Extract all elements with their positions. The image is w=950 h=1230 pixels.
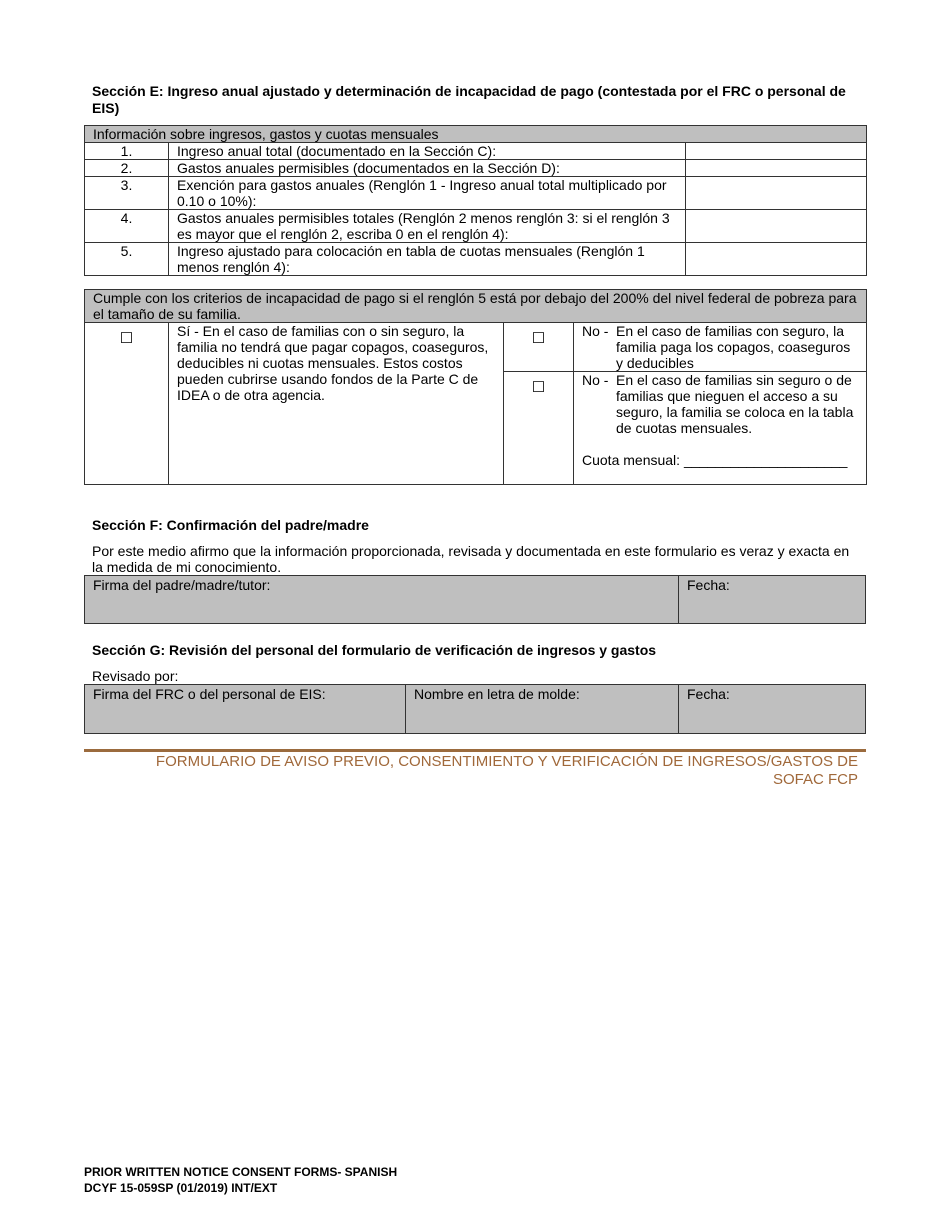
no-label: No - [582, 323, 609, 339]
print-name-label: Nombre en letra de molde: [414, 686, 580, 702]
no-label: No - [582, 372, 609, 388]
no-insured-checkbox[interactable]: ☐ [504, 323, 574, 372]
option-no-insured [574, 323, 867, 372]
section-g-heading: Sección G: Revisión del personal del formulario de verificación de ingresos y gastos [92, 642, 657, 658]
income-table [84, 125, 867, 276]
row-number: 2. [85, 160, 169, 177]
staff-signature-field[interactable] [84, 684, 406, 734]
table-row [85, 177, 867, 210]
parent-signature-label: Firma del padre/madre/tutor: [93, 577, 271, 593]
row-label: Ingreso ajustado para colocación en tabla de cuotas mensuales (Renglón 1 menos renglón 4): [169, 243, 686, 276]
row-value-field[interactable] [686, 210, 867, 243]
row-label: Ingreso anual total (documentado en la Sección C): [169, 143, 686, 160]
row-number: 4. [85, 210, 169, 243]
option-no-uninsured-text: En el caso de familias sin seguro o de familias que nieguen el acceso a su seguro, la familia se coloca en la tabla de cuotas mensuales. [616, 372, 854, 436]
footer-form-name: PRIOR WRITTEN NOTICE CONSENT FORMS- SPANISH [84, 1165, 398, 1179]
row-label: Exención para gastos anuales (Renglón 1 - Ingreso anual total multiplicado por 0.10 o 10%): [169, 177, 686, 210]
option-yes-text: Sí - En el caso de familias con o sin seguro, la familia no tendrá que pagar copagos, coaseguros, deducibles ni cuotas mensuales. Estos costos pueden cubrirse usando fondos de la Parte C de IDEA o de otra agencia. [169, 323, 504, 485]
row-value-field[interactable] [686, 177, 867, 210]
option-no-uninsured [574, 372, 867, 485]
row-number: 1. [85, 143, 169, 160]
staff-date-field[interactable] [678, 684, 866, 734]
monthly-fee-field[interactable]: Cuota mensual: _____________________ [582, 452, 848, 468]
row-number: 3. [85, 177, 169, 210]
income-table-header: Información sobre ingresos, gastos y cuotas mensuales [85, 126, 867, 143]
title-divider [84, 749, 866, 752]
print-name-field[interactable] [405, 684, 679, 734]
parent-statement: Por este medio afirmo que la información proporcionada, revisada y documentada en este formulario es veraz y exacta en la medida de mi conocimiento. [92, 543, 850, 575]
table-row [85, 143, 867, 160]
section-e-heading: Sección E: Ingreso anual ajustado y determinación de incapacidad de pago (contestada por el FRC o personal de EIS) [92, 83, 846, 116]
row-label: Gastos anuales permisibles (documentados en la Sección D): [169, 160, 686, 177]
row-value-field[interactable] [686, 143, 867, 160]
staff-signature-label: Firma del FRC o del personal de EIS: [93, 686, 326, 702]
row-number: 5. [85, 243, 169, 276]
yes-checkbox[interactable]: ☐ [85, 323, 169, 485]
form-title: FORMULARIO DE AVISO PREVIO, CONSENTIMIENTO Y VERIFICACIÓN DE INGRESOS/GASTOS DE SOFAC FCP [155, 753, 858, 788]
parent-date-label: Fecha: [687, 577, 730, 593]
footer-form-number: DCYF 15-059SP (01/2019) INT/EXT [84, 1181, 278, 1195]
row-value-field[interactable] [686, 160, 867, 177]
row-label: Gastos anuales permisibles totales (Renglón 2 menos renglón 3: si el renglón 3 es mayor que el renglón 2, escriba 0 en el renglón 4): [169, 210, 686, 243]
staff-date-label: Fecha: [687, 686, 730, 702]
table-row [85, 243, 867, 276]
row-value-field[interactable] [686, 243, 867, 276]
section-f-heading: Sección F: Confirmación del padre/madre [92, 517, 369, 533]
option-no-insured-text: En el caso de familias con seguro, la familia paga los copagos, coaseguros y deducibles [616, 323, 851, 371]
parent-signature-field[interactable] [84, 575, 679, 624]
parent-date-field[interactable] [678, 575, 866, 624]
criteria-table [84, 289, 867, 485]
no-uninsured-checkbox[interactable]: ☐ [504, 372, 574, 485]
criteria-header: Cumple con los criterios de incapacidad de pago si el renglón 5 está por debajo del 200% del nivel federal de pobreza para el tamaño de su familia. [85, 290, 867, 323]
reviewed-by-label: Revisado por: [92, 668, 179, 684]
table-row [85, 210, 867, 243]
table-row [85, 160, 867, 177]
